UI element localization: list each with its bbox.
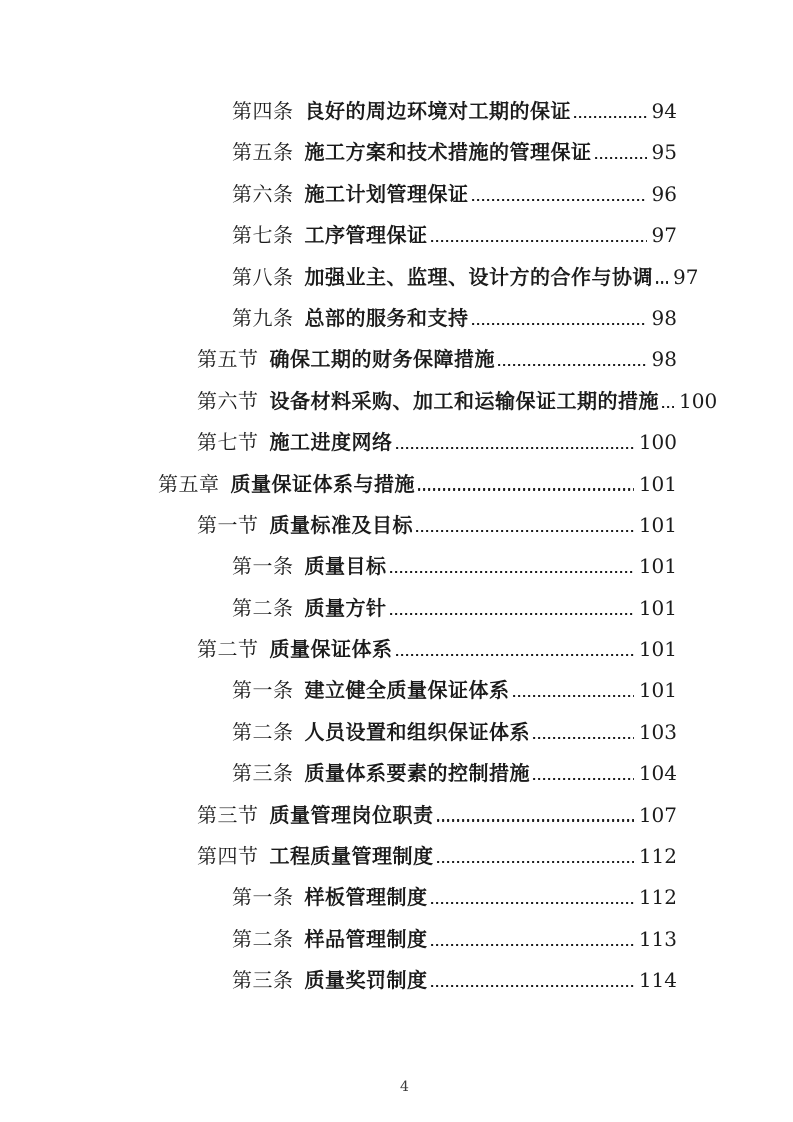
dot-leader [390,613,634,615]
toc-entry [158,836,677,877]
toc-entry-title: 质量管理岗位职责 [269,802,434,827]
page-footer [0,1079,793,1095]
toc-entry-number: 第一条 [232,885,294,910]
toc-entry-number: 第二条 [232,595,294,620]
table-of-contents [158,91,718,1002]
toc-entry [158,339,677,380]
toc-entry-title: 施工进度网络 [269,430,393,455]
dot-leader [431,985,634,987]
toc-entry [158,215,677,256]
toc-entry [158,546,677,587]
toc-entry-page-number: 103 [638,719,677,744]
toc-entry-title: 确保工期的财务保障措施 [269,347,495,372]
toc-entry [158,505,677,546]
toc-entry-title: 质量奖罚制度 [304,968,428,993]
toc-entry-page-number: 98 [651,305,677,330]
toc-entry-title: 施工方案和技术措施的管理保证 [304,140,592,165]
dot-leader [498,364,647,366]
toc-entry-page-number: 100 [679,388,718,413]
dot-leader [662,406,674,408]
toc-entry-title: 良好的周边环境对工期的保证 [304,99,571,123]
toc-entry [158,298,677,339]
toc-entry-page-number: 100 [638,430,677,455]
toc-entry [158,257,699,298]
toc-entry-page-number: 104 [638,761,677,786]
toc-entry-page-number: 101 [638,471,677,496]
toc-entry-number: 第七条 [232,223,294,248]
toc-entry-number: 第三条 [232,761,294,786]
toc-entry-page-number: 113 [638,926,677,951]
dot-leader [396,654,634,656]
toc-entry-page-number: 107 [638,802,677,827]
toc-entry-number: 第七节 [197,430,259,455]
toc-entry-title: 建立健全质量保证体系 [304,678,510,703]
toc-entry [158,670,677,711]
toc-entry-number: 第四条 [232,99,294,123]
dot-leader [513,695,634,697]
dot-leader [533,737,634,739]
toc-entry-page-number: 97 [673,264,699,289]
toc-entry-number: 第二节 [197,637,259,662]
toc-entry [158,919,677,960]
toc-entry-page-number: 114 [638,968,677,993]
toc-entry [158,381,718,422]
dot-leader [416,530,634,532]
toc-entry-page-number: 112 [638,885,677,910]
toc-entry-number: 第三条 [232,968,294,993]
toc-entry-title: 质量目标 [304,554,387,579]
toc-entry-page-number: 101 [638,637,677,662]
toc-entry [158,91,677,132]
toc-entry [158,132,677,173]
dot-leader [437,819,634,821]
toc-entry-page-number: 97 [651,223,677,248]
toc-entry-page-number: 101 [638,512,677,537]
toc-entry-title: 工程质量管理制度 [269,844,434,869]
toc-entry-title: 样品管理制度 [304,926,428,951]
toc-entry-number: 第五条 [232,140,294,165]
toc-entry-number: 第九条 [232,305,294,330]
toc-entry-page-number: 101 [638,595,677,620]
toc-entry [158,629,677,670]
dot-leader [472,323,647,325]
toc-entry-number: 第二条 [232,719,294,744]
toc-entry-page-number: 101 [638,678,677,703]
toc-entry-title: 加强业主、监理、设计方的合作与协调 [304,264,653,289]
toc-entry-number: 第一节 [197,512,259,537]
toc-entry-title: 总部的服务和支持 [304,305,469,330]
toc-entry-page-number: 101 [638,554,677,579]
dot-leader [472,199,647,201]
toc-entry-number: 第一条 [232,554,294,579]
footer-page-number: 4 [400,1079,409,1095]
dot-leader [437,861,634,863]
toc-entry-title: 质量保证体系与措施 [230,471,415,496]
toc-entry [158,174,677,215]
dot-leader [390,571,634,573]
dot-leader [418,488,634,490]
toc-entry [158,795,677,836]
toc-entry [158,464,677,505]
toc-entry-page-number: 112 [638,844,677,869]
toc-entry-page-number: 98 [651,347,677,372]
toc-entry-number: 第六节 [197,388,259,413]
toc-entry-title: 质量保证体系 [269,637,393,662]
toc-entry [158,712,677,753]
toc-entry-number: 第六条 [232,181,294,206]
toc-entry-number: 第三节 [197,802,259,827]
toc-entry-title: 质量方针 [304,595,387,620]
toc-entry-title: 施工计划管理保证 [304,181,469,206]
toc-entry-title: 样板管理制度 [304,885,428,910]
toc-entry-page-number: 95 [651,140,677,165]
toc-entry-number: 第八条 [232,264,294,289]
dot-leader [431,240,647,242]
toc-entry-title: 设备材料采购、加工和运输保证工期的措施 [269,388,659,413]
toc-entry-page-number: 94 [651,99,677,123]
toc-entry [158,960,677,1001]
toc-entry-number: 第一条 [232,678,294,703]
toc-entry-title: 工序管理保证 [304,223,428,248]
toc-entry-title: 质量标准及目标 [269,512,413,537]
dot-leader [431,902,634,904]
toc-entry [158,753,677,794]
toc-entry-number: 第四节 [197,844,259,869]
dot-leader [431,944,634,946]
toc-entry [158,877,677,918]
toc-entry-number: 第五章 [158,471,220,496]
toc-entry-page-number: 96 [651,181,677,206]
toc-entry-title: 人员设置和组织保证体系 [304,719,530,744]
toc-entry [158,588,677,629]
toc-entry-number: 第五节 [197,347,259,372]
toc-entry-number: 第二条 [232,926,294,951]
toc-entry [158,422,677,463]
dot-leader [533,778,634,780]
dot-leader [595,157,647,159]
dot-leader [656,281,668,283]
dot-leader [396,447,634,449]
dot-leader [574,116,647,118]
toc-entry-title: 质量体系要素的控制措施 [304,761,530,786]
